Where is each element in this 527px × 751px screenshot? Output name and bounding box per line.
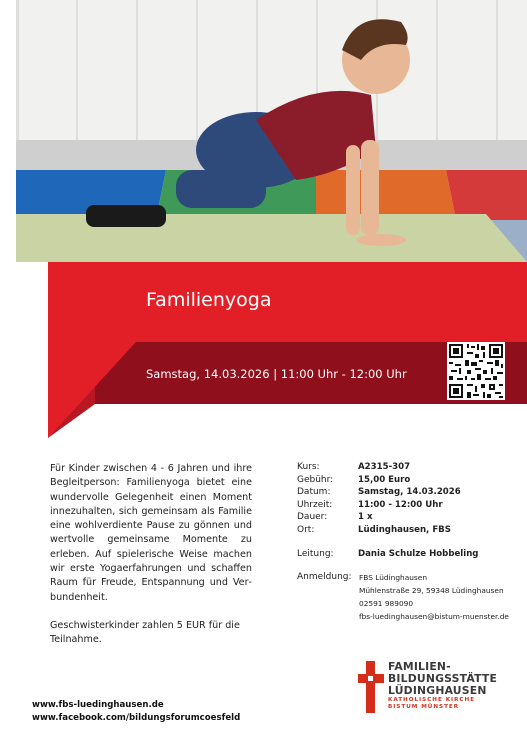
value-datum: Samstag, 14.03.2026 [358, 487, 461, 498]
website-link[interactable]: www.fbs-luedinghausen.de [32, 700, 164, 710]
label-gebuehr: Gebühr: [297, 474, 334, 485]
registration-address: Mühlenstraße 29, 59348 Lüdinghausen [359, 586, 504, 596]
logo-line-2: BILDUNGSSTÄTTE [388, 672, 498, 685]
facebook-link[interactable]: www.facebook.com/bildungsforumcoesfeld [32, 713, 241, 723]
description-paragraph: Für Kinder zwischen 4 - 6 Jahren und ihre Begleitperson: Familienyoga bietet eine wundervolle Gelegenheit einen Moment innezuhalten, sich gemeinsam als Familie eine wohlverdiente Pause zu gönnen und wertvolle gemeinsame Momente zu erleben. Auf spielerische Weise machen wir erste Yogaerfahrungen und schaffen Raum für Freude, Entspannung und Verbundenheit. [50, 463, 252, 603]
label-leitung: Leitung: [297, 548, 334, 559]
value-gebuehr: 15,00 Euro [358, 474, 411, 485]
value-ort: Lüdinghausen, FBS [358, 524, 451, 535]
cross-logo-icon [358, 661, 384, 713]
label-ort: Ort: [297, 524, 315, 535]
logo-line-1: FAMILIEN- [388, 660, 451, 673]
event-date: Samstag, 14.03.2026 [146, 367, 270, 381]
logo-wordmark [388, 661, 497, 711]
date-separator: | [273, 367, 278, 381]
value-kurs: A2315-307 [358, 462, 411, 472]
logo-line-3: LÜDINGHAUSEN [388, 684, 487, 697]
event-date-time [146, 367, 407, 381]
logo-sub-2: BISTUM MÜNSTER [388, 704, 460, 710]
label-uhrzeit: Uhrzeit: [297, 499, 333, 510]
course-description [50, 462, 252, 648]
footer-links [32, 699, 240, 725]
page-title: Familienyoga [146, 289, 272, 311]
registration-phone[interactable]: 02591 989090 [359, 599, 414, 609]
label-anmeldung: Anmeldung: [297, 572, 352, 583]
event-time: 11:00 Uhr - 12:00 Uhr [280, 367, 407, 381]
hero-photo [16, 0, 527, 285]
label-datum: Datum: [297, 487, 331, 498]
qr-code[interactable] [447, 342, 505, 400]
registration-org: FBS Lüdinghausen [359, 573, 428, 583]
registration-contact [359, 571, 509, 623]
label-kurs: Kurs: [297, 462, 320, 472]
value-leitung: Dania Schulze Hobbeling [358, 548, 479, 559]
sibling-note: Geschwisterkinder zahlen 5 EUR für die Teilnahme. [50, 619, 240, 646]
label-dauer: Dauer: [297, 512, 328, 523]
registration-email[interactable]: fbs-luedinghausen@bistum-muenster.de [359, 612, 509, 622]
logo-sub-1: KATHOLISCHE KIRCHE [388, 697, 476, 703]
value-dauer: 1 x [358, 512, 373, 523]
value-uhrzeit: 11:00 - 12:00 Uhr [358, 499, 443, 510]
